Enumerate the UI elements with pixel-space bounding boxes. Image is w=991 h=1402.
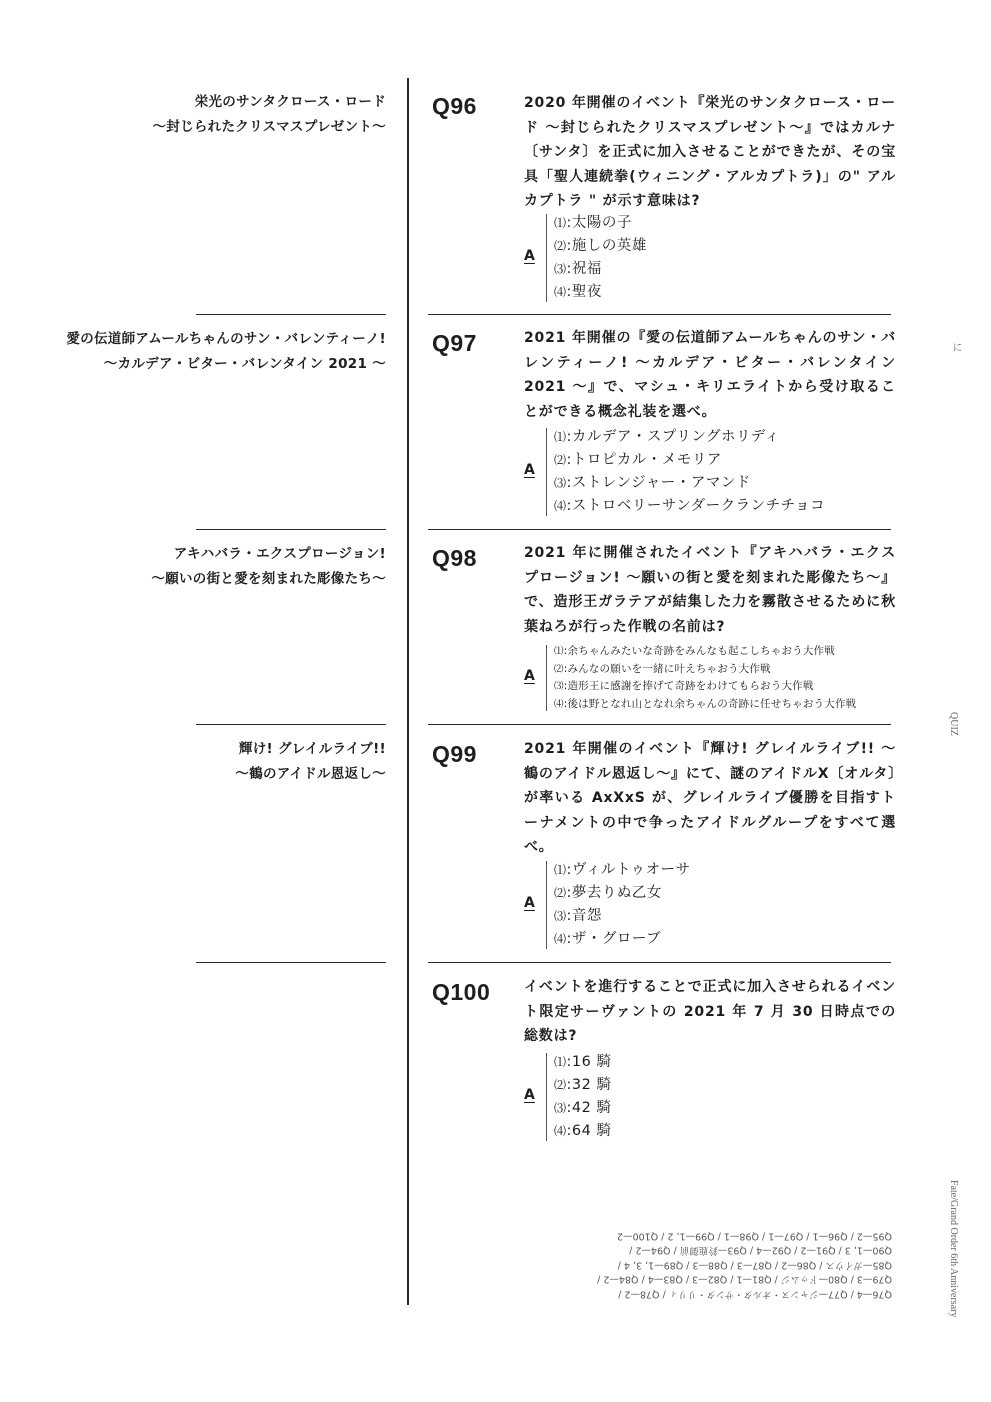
question-number: Q100	[432, 979, 491, 1005]
left-separator	[196, 529, 386, 530]
option-1: ⑴:ヴィルトゥオーサ	[554, 862, 691, 878]
side-mark: に	[950, 342, 961, 352]
option-3: ⑶:祝福	[554, 261, 602, 277]
option-2: ⑵:トロピカル・メモリア	[554, 452, 722, 468]
answer-key	[552, 1228, 892, 1301]
option-1: ⑴:16 騎	[554, 1054, 612, 1070]
left-separator	[196, 724, 386, 725]
answer-key-line: Q76—4 / Q77—ジャンヌ・オルタ・サンタ・リリィ / Q78—2 /	[618, 1288, 892, 1300]
option-4: ⑷:ストロベリーサンダークランチチョコ	[554, 498, 826, 514]
answer-label: A	[524, 1087, 535, 1103]
option-3: ⑶:42 騎	[554, 1100, 612, 1116]
event-title-line: 愛の伝道師アムールちゃんのサン・バレンティーノ!	[66, 331, 386, 347]
option-2: ⑵:32 騎	[554, 1077, 612, 1093]
question-text: イベントを進行することで正式に加入させられるイベント限定サーヴァントの 2021 年 7 月 30 日時点での総数は?	[524, 979, 896, 1044]
event-title-line: アキハバラ・エクスプロージョン!	[173, 546, 386, 562]
answer-key-line: Q85—ガイウス / Q86—2 / Q87—3 / Q88—3 / Q89—1, 3, 4 /	[617, 1259, 892, 1271]
question-number: Q99	[432, 741, 477, 767]
option-2: ⑵:夢去りぬ乙女	[554, 885, 662, 901]
event-subtitle-line: 〜封じられたクリスマスプレゼント〜	[152, 119, 386, 135]
answer-options	[554, 1051, 611, 1143]
event-title-q97	[26, 327, 386, 377]
answer-label: A	[524, 462, 535, 478]
answer-bracket	[546, 214, 547, 302]
event-title-line: 輝け! グレイルライブ!!	[238, 741, 386, 757]
question-number: Q98	[432, 545, 477, 571]
event-title-q99	[26, 737, 386, 787]
answer-options	[554, 859, 691, 951]
option-3: ⑶:造形王に感謝を捧げて奇跡をわけてもらおう大作戦	[554, 680, 814, 692]
question-text: 2021 年に開催されたイベント『アキハバラ・エクスプロージョン! 〜願いの街と愛を刻まれた彫像たち〜』で、造形王ガラテアが結集した力を霧散させるために秋葉ねろが行った作戦の名前は?	[524, 545, 896, 635]
side-quiz-label: QUIZ	[948, 712, 959, 736]
answer-key-line: Q90—1, 3 / Q91—2 / Q92—4 / Q93—鈴鹿御前 / Q94—2 /	[629, 1245, 892, 1256]
event-subtitle-line: 〜願いの街と愛を刻まれた彫像たち〜	[151, 571, 386, 587]
answer-bracket	[546, 645, 547, 711]
event-title-line: 栄光のサンタクロース・ロード	[194, 94, 386, 110]
question-number: Q97	[432, 330, 477, 356]
event-title-q96	[26, 90, 386, 140]
answer-options	[554, 212, 647, 304]
option-1: ⑴:太陽の子	[554, 215, 632, 231]
answer-bracket	[546, 428, 547, 516]
left-separator	[196, 962, 386, 963]
option-3: ⑶:ストレンジャー・アマンド	[554, 475, 751, 491]
option-4: ⑷:ザ・グローブ	[554, 931, 662, 947]
event-title-q98	[26, 542, 386, 592]
answer-label: A	[524, 248, 535, 264]
answer-options	[554, 426, 825, 518]
answer-bracket	[546, 861, 547, 949]
option-2: ⑵:施しの英雄	[554, 238, 647, 254]
answer-options	[554, 643, 856, 713]
option-3: ⑶:音怨	[554, 908, 602, 924]
answer-label: A	[524, 668, 535, 684]
question-text: 2021 年開催のイベント『輝け! グレイルライブ!! 〜鶴のアイドル恩返し〜』にて、謎のアイドルX〔オルタ〕が率いる AxXxS が、グレイルライブ優勝を目指すトーナメントの中で争ったアイドルグループをすべて選べ。	[524, 741, 896, 855]
question-text: 2020 年開催のイベント『栄光のサンタクロース・ロード 〜封じられたクリスマスプレゼント〜』ではカルナ〔サンタ〕を正式に加入させることができたが、その宝具「聖人連続拳(ウィニング・アルカプトラ)」の" アルカプトラ " が示す意味は?	[524, 95, 896, 209]
option-4: ⑷:64 騎	[554, 1123, 612, 1139]
right-separator	[428, 529, 891, 530]
answer-bracket	[546, 1053, 547, 1141]
option-1: ⑴:余ちゃんみたいな奇跡をみんなも起こしちゃおう大作戦	[554, 645, 835, 657]
side-footer-title: Fate/Grand Order 6th Anniversary	[948, 1180, 959, 1318]
question-text: 2021 年開催の『愛の伝道師アムールちゃんのサン・バレンティーノ! 〜カルデア・ビター・バレンタイン 2021 〜』で、マシュ・キリエライトから受け取ることができる概念礼装を選べ。	[524, 330, 896, 420]
event-subtitle-line: 〜カルデア・ビター・バレンタイン 2021 〜	[103, 356, 386, 372]
option-4: ⑷:後は野となれ山となれ余ちゃんの奇跡に任せちゃおう大作戦	[554, 697, 857, 710]
answer-key-line: Q95—2 / Q96—1 / Q97—1 / Q98—1 / Q99—1, 2 / Q100—2	[617, 1230, 892, 1242]
option-4: ⑷:聖夜	[554, 284, 602, 300]
right-separator	[428, 724, 891, 725]
answer-key-line: Q79—3 / Q80—ドゥムジ / Q81—1 / Q82—3 / Q83—4 / Q84—2 /	[597, 1274, 892, 1285]
option-1: ⑴:カルデア・スプリングホリディ	[554, 429, 780, 445]
left-separator	[196, 314, 386, 315]
center-divider	[407, 78, 409, 1305]
question-number: Q96	[432, 93, 477, 119]
right-separator	[428, 314, 891, 315]
event-subtitle-line: 〜鶴のアイドル恩返し〜	[235, 766, 386, 782]
answer-label: A	[524, 895, 535, 911]
option-2: ⑵:みんなの願いを一緒に叶えちゃおう大作戦	[554, 662, 771, 675]
right-separator	[428, 962, 891, 963]
